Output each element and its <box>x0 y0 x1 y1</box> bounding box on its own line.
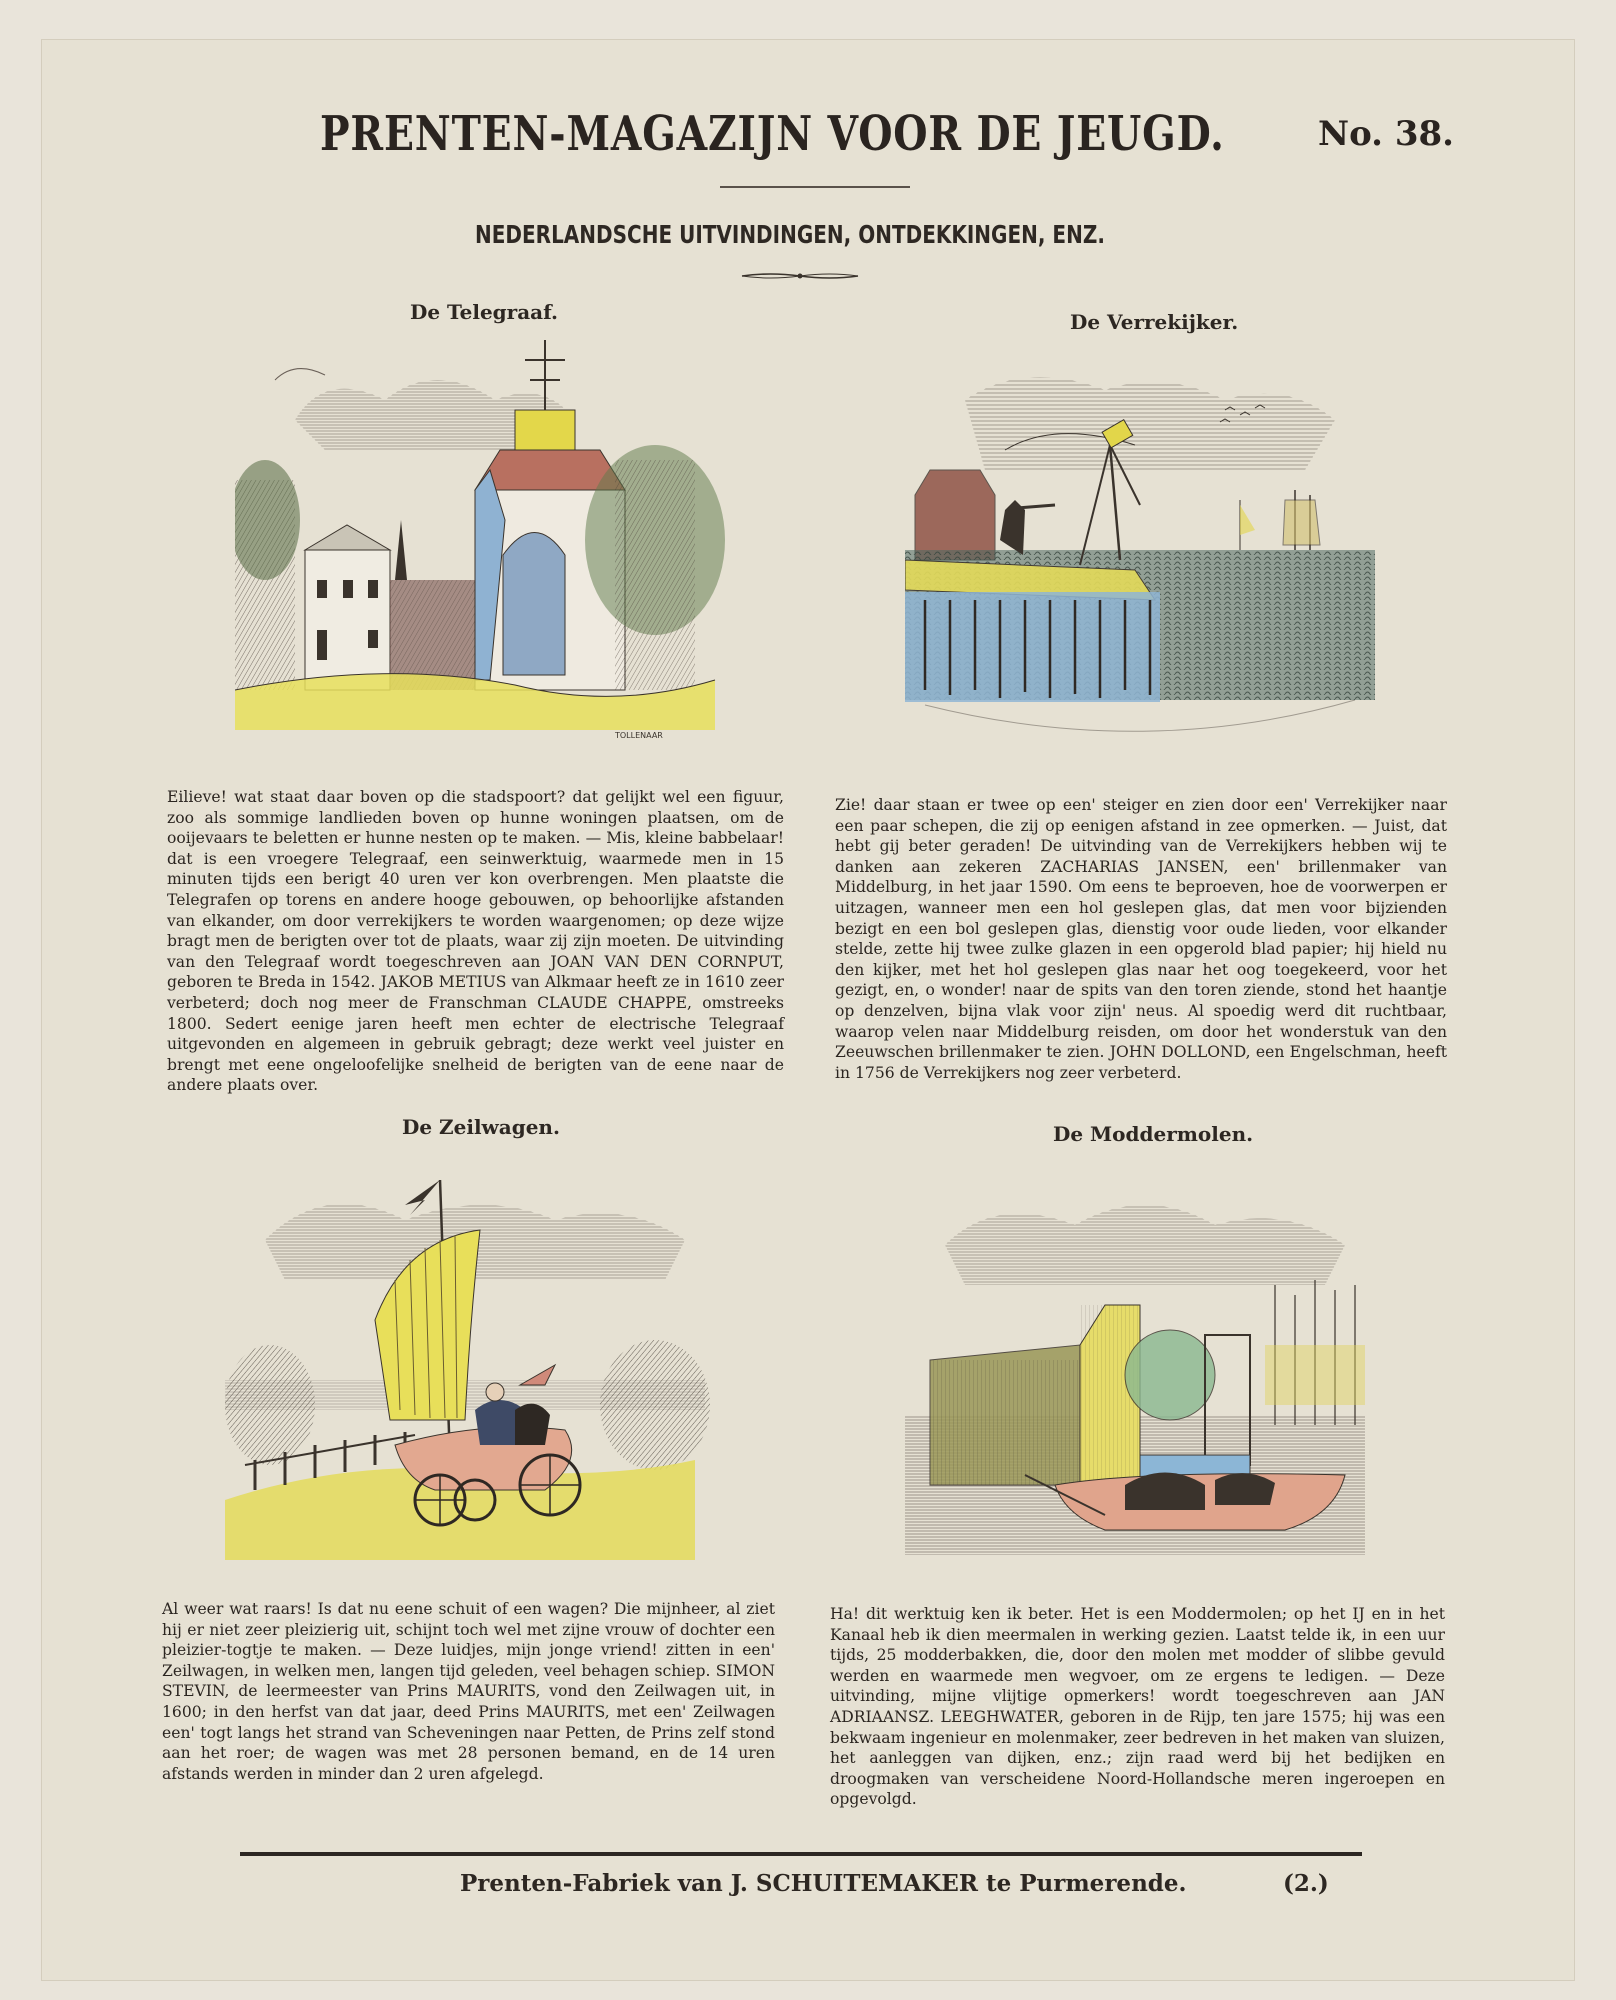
artist-signature: TOLLENAAR <box>615 731 663 740</box>
footer-rule <box>240 1852 1362 1856</box>
page-title: PRENTEN-MAGAZIJN VOOR DE JEUGD. <box>320 106 1225 162</box>
moddermolen-illustration <box>905 1185 1380 1575</box>
section-title-telegraaf: De Telegraaf. <box>410 300 558 324</box>
section-title-zeilwagen: De Zeilwagen. <box>402 1115 560 1139</box>
telegraaf-illustration <box>235 340 730 750</box>
issue-number: No. 38. <box>1318 114 1454 154</box>
paragraph-zeilwagen: Al weer wat raars! Is dat nu eene schuit of een wagen? Die mijnheer, al ziet hij er niet zeer pleizierig uit, schijnt toch wel met zijne vrouw of dochter een pleizier-togtje te maken. — Deze luidjes, mijn jonge vriend! zitten in een' Zeilwagen, in welken men, langen tijd geleden, veel behagen schiep. SIMON STEVIN, de leermeester van Prins MAURITS, vond den Zeilwagen uit, in 1600; in den herfst van dat jaar, deed Prins MAURITS, met een' Zeilwagen een' togt langs het strand van Scheveningen naar Petten, de Prins zelf stond aan het roer; de wagen was met 28 personen bemand, en de 14 uren afstands werden in minder dan 2 uren afgelegd. <box>162 1600 775 1783</box>
paragraph-moddermolen: Ha! dit werktuig ken ik beter. Het is een Moddermolen; op het IJ en in het Kanaal heb ik dien meermalen in werking gezien. Laatst telde ik, in een uur tijds, 25 modderbakken, die, door den molen met modder of slibbe gevuld werden en waarmede men wegvoer, om ze ergens te ledigen. — Deze uitvinding, mijne vlijtige opmerkers! wordt toegeschreven aan JAN ADRIAANSZ. LEEGHWATER, geboren in de Rijp, ten jare 1575; hij was een bekwaam ingenieur en molenmaker, zeer bedreven in het maken van sluizen, het aanleggen van dijken, enz.; zijn raad werd bij het bedijken en droogmaken van verscheidene Noord-Hollandsche meren ingeroepen en opgevolgd. <box>830 1605 1445 1809</box>
zeilwagen-illustration <box>225 1160 725 1565</box>
verrekijker-illustration <box>905 360 1380 760</box>
title-divider <box>720 186 910 188</box>
paragraph-telegraaf: Eilieve! wat staat daar boven op die stadspoort? dat gelijkt wel een figuur, zoo als sommige landlieden boven op hunne woningen plaatsen, om de ooijevaars te beletten er hunne nesten op te maken. — Mis, kleine babbelaar! dat is een vroegere Telegraaf, een seinwerktuig, waarmede men in 15 minuten tijds een berigt 40 uren ver kon overbrengen. Men plaatste die Telegrafen op torens en andere hooge gebouwen, op behoorlijke afstanden van elkander, om door verrekijkers te worden waargenomen; op deze wijze bragt men de berigten over tot de plaats, waar zij zijn moeten. De uitvinding van den Telegraaf wordt toegeschreven aan JOAN VAN DEN CORNPUT, geboren te Breda in 1542. JAKOB METIUS van Alkmaar heeft ze in 1610 zeer verbeterd; doch nog meer de Franschman CLAUDE CHAPPE, omstreeks 1800. Sedert eenige jaren heeft men echter de electrische Telegraaf uitgevonden en algemeen in gebruik gebragt; deze werkt veel juister en brengt met eene ongeloofelijke snelheid de berigten van de eene naar de andere plaats over. <box>167 788 784 1095</box>
section-title-moddermolen: De Moddermolen. <box>1053 1122 1254 1146</box>
page-number: (2.) <box>1283 1870 1329 1897</box>
ornament-divider <box>740 270 860 282</box>
paragraph-verrekijker: Zie! daar staan er twee op een' steiger en zien door een' Verrekijker naar een paar schepen, die zij op eenigen afstand in zee opmerken. — Juist, dat hebt gij beter geraden! De uitvinding van de Verrekijkers hebben wij te danken aan zekeren ZACHARIAS JANSEN, een' brillenmaker van Middelburg, in het jaar 1590. Om eens te beproeven, hoe de voorwerpen er uitzagen, wanneer men een hol geslepen glas, dat men voor bijzienden bezigt en een bol geslepen glas, dienstig voor oude lieden, voor elkander stelde, zette hij twee zulke glazen in een opgerold blad papier; hij hield nu den kijker, met het hol geslepen glas naar het oog toegekeerd, voor het gezigt, en, o wonder! naar de spits van den toren ziende, stond het haantje op denzelven, bijna vlak voor zijn' neus. Al spoedig werd dit ruchtbaar, waarop velen naar Middelburg reisden, om door het wonderstuk van den Zeeuwschen brillenmaker te zien. JOHN DOLLOND, een Engelschman, heeft in 1756 de Verrekijkers nog zeer verbeterd. <box>835 796 1447 1082</box>
page-subtitle: NEDERLANDSCHE UITVINDINGEN, ONTDEKKINGEN, ENZ. <box>475 220 1105 249</box>
section-title-verrekijker: De Verrekijker. <box>1070 310 1239 334</box>
publisher-imprint: Prenten-Fabriek van J. SCHUITEMAKER te Purmerende. <box>460 1870 1187 1897</box>
